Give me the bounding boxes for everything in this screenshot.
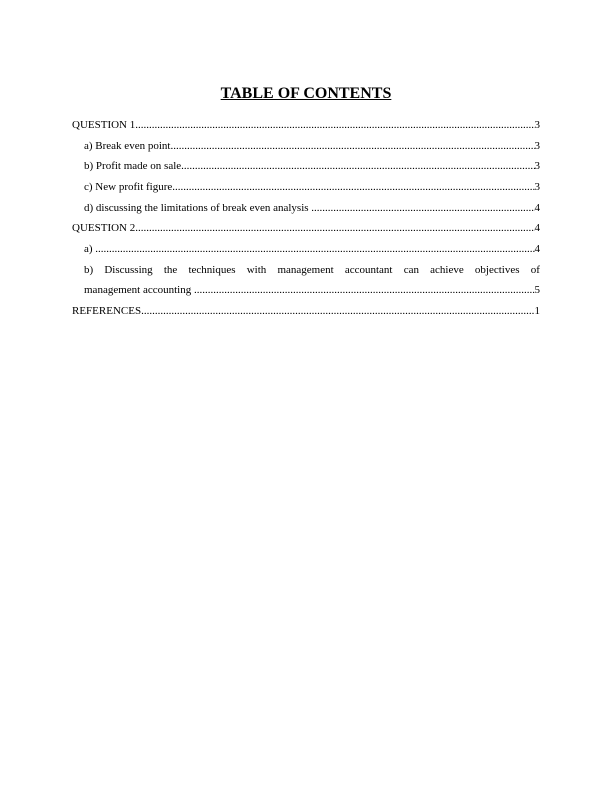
dot-leader xyxy=(172,177,534,198)
toc-page-number: 1 xyxy=(534,305,540,318)
dot-leader xyxy=(135,218,534,239)
toc-entry-limitations-break-even[interactable] xyxy=(72,198,540,219)
toc-page-number: 4 xyxy=(534,243,540,256)
toc-entry-q2-a[interactable] xyxy=(72,239,540,260)
toc-entry-second-line xyxy=(84,281,540,302)
table-of-contents xyxy=(72,115,540,322)
toc-entry-label: QUESTION 1 xyxy=(72,118,136,131)
toc-entry-management-techniques[interactable] xyxy=(72,260,540,301)
toc-entry-label: REFERENCES xyxy=(72,305,142,318)
toc-entry-break-even-point[interactable] xyxy=(72,136,540,157)
toc-word: of xyxy=(530,263,540,276)
dot-leader xyxy=(181,156,534,177)
toc-word: management xyxy=(277,263,334,276)
toc-entry-label: c) New profit figure xyxy=(84,181,173,194)
toc-word: the xyxy=(163,263,178,276)
toc-entry-question-1[interactable] xyxy=(72,115,540,136)
toc-entry-new-profit-figure[interactable] xyxy=(72,177,540,198)
toc-word: techniques xyxy=(188,263,236,276)
toc-entry-label: a) xyxy=(84,243,96,256)
toc-page-number: 4 xyxy=(534,222,540,235)
toc-word: with xyxy=(246,263,267,276)
toc-word: accountant xyxy=(344,263,393,276)
toc-page-number: 5 xyxy=(534,284,540,297)
page-title: TABLE OF CONTENTS xyxy=(220,85,392,102)
toc-entry-label: QUESTION 2 xyxy=(72,222,136,235)
toc-word: objectives xyxy=(474,263,520,276)
dot-leader xyxy=(194,281,535,302)
toc-page-number: 3 xyxy=(534,160,540,173)
toc-entry-label: management accounting xyxy=(84,284,194,297)
toc-entry-profit-made-on-sale[interactable] xyxy=(72,156,540,177)
toc-page-number: 3 xyxy=(534,139,540,152)
toc-entry-question-2[interactable] xyxy=(72,218,540,239)
toc-word: can xyxy=(403,263,419,276)
dot-leader xyxy=(95,239,534,260)
dot-leader xyxy=(170,136,534,157)
toc-entry-references[interactable] xyxy=(72,301,540,322)
toc-word: Discussing xyxy=(104,263,153,276)
dot-leader xyxy=(141,301,534,322)
toc-word: achieve xyxy=(430,263,464,276)
toc-entry-label: a) Break even point xyxy=(84,139,171,152)
toc-entry-first-line xyxy=(84,260,540,281)
toc-word: b) xyxy=(84,263,94,276)
toc-page-number: 3 xyxy=(534,118,540,131)
dot-leader xyxy=(135,115,534,136)
toc-page-number: 3 xyxy=(534,181,540,194)
toc-entry-label: b) Profit made on sale xyxy=(84,160,182,173)
toc-entry-label: d) discussing the limitations of break even analysis xyxy=(84,201,312,214)
toc-page-number: 4 xyxy=(534,201,540,214)
dot-leader xyxy=(311,198,534,219)
